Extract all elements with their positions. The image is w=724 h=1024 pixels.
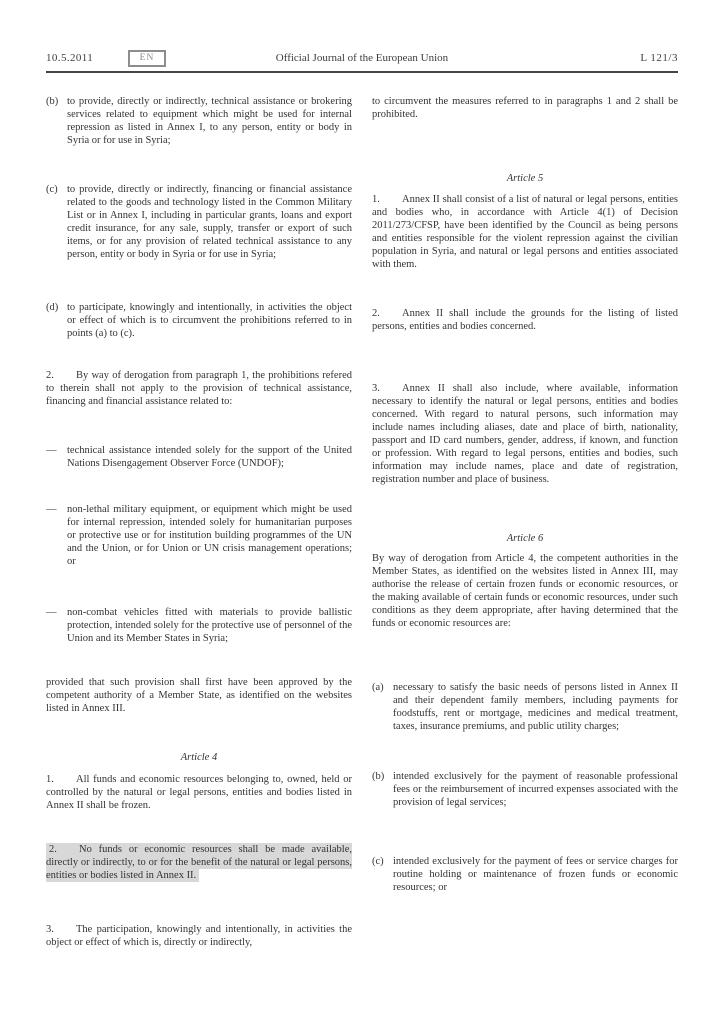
dash-text: technical assistance intended solely for the support of the United Nations Disengagement Observer Force (UNDOF); xyxy=(67,445,352,469)
article-6-heading: Article 6 xyxy=(506,533,544,544)
para-number: 2. xyxy=(372,308,380,319)
point-c-label: (c) xyxy=(372,856,384,867)
para-number: 2. xyxy=(49,844,57,855)
page-header xyxy=(46,49,678,69)
article4-para-2-highlighted xyxy=(46,843,352,882)
para-number: 3. xyxy=(372,383,380,394)
para-text: Annex II shall consist of a list of natural or legal persons, entities and bodies who, in accordance with Article 4(1) of Decision 2011/273/CFSP, have been identified by the Council as being persons and entities responsible for the violent repression against the civilian population in Syria, and natural or legal persons and entities associated with them. xyxy=(372,194,678,270)
indent-non-combat xyxy=(46,606,352,645)
point-d-text: to participate, knowingly and intentionally, in activities the object or effect of which is to circumvent the prohibitions referred to in points (a) to (c). xyxy=(67,302,352,339)
article-4-heading: Article 4 xyxy=(180,752,218,763)
point-b-text: to provide, directly or indirectly, technical assistance or brokering services related to equipment which might be used for internal repression as listed in Annex I, to any person, entity or body in Syria or for use in Syria; xyxy=(67,96,352,146)
point-c xyxy=(46,183,352,261)
header-date: 10.5.2011 xyxy=(46,52,94,64)
article-5-heading: Article 5 xyxy=(506,173,544,184)
continuation-paragraph: to circumvent the measures referred to in paragraphs 1 and 2 shall be prohibited. xyxy=(372,96,678,120)
para-text: All funds and economic resources belonging to, owned, held or controlled by the natural or legal persons, entities and bodies listed in Annex II shall be frozen. xyxy=(46,774,352,811)
point-c-text: intended exclusively for the payment of fees or service charges for routine holding or maintenance of frozen funds or economic resources; or xyxy=(393,856,678,893)
point-a-text: necessary to satisfy the basic needs of persons listed in Annex II and their dependent family members, including payments for foodstuffs, rent or mortgage, medicines and medical treatment, taxes, insurance premiums, and public utility charges; xyxy=(393,682,678,732)
selection-highlight xyxy=(46,843,352,882)
para-number: 1. xyxy=(46,774,54,785)
page-number: L 121/3 xyxy=(640,52,678,64)
dash-text: non-lethal military equipment, or equipment which might be used for internal repression, intended solely for humanitarian purposes or protective use or for institution building programmes of the UN and the Union, or for Union or UN crisis management operations; or xyxy=(67,504,352,567)
para-text: No funds or economic resources shall be made available, directly or indirectly, to or for the benefit of the natural or legal persons, entities or bodies listed in Annex II. xyxy=(46,844,352,881)
journal-title: Official Journal of the European Union xyxy=(275,52,449,64)
para-text: The participation, knowingly and intentionally, in activities the object or effect of which is, directly or indirectly, xyxy=(46,924,352,948)
dash-marker: — xyxy=(46,504,57,515)
point-b xyxy=(46,95,352,147)
point-b-label: (b) xyxy=(372,771,385,782)
point-c-text: to provide, directly or indirectly, financing or financial assistance related to the goods and technology listed in the Common Military List or in Annex I, including in particular grants, loans and export credit insurance, for any sale, supply, transfer or export of such items, or for any provision of related technical assistance to any person, entity or body in Syria or for use in Syria; xyxy=(67,184,352,260)
header-rule xyxy=(46,71,678,73)
right-column xyxy=(372,95,678,894)
article6-intro-paragraph: By way of derogation from Article 4, the competent authorities in the Member States, as identified on the websites listed in Annex III, may authorise the release of certain frozen funds or economic resources, or the making available of certain funds or economic resources, under such conditions as they deem appropriate, after having determined that the funds or economic resources are: xyxy=(372,553,678,629)
para-number: 1. xyxy=(372,194,380,205)
article4-para-3 xyxy=(46,923,352,949)
dash-marker: — xyxy=(46,607,57,618)
point-d xyxy=(46,301,352,340)
dash-text: non-combat vehicles fitted with materials to provide ballistic protection, intended solely for the protective use of personnel of the Union and its Member States in Syria; xyxy=(67,607,352,644)
language-badge: EN xyxy=(128,50,166,67)
point-b-right xyxy=(372,770,678,809)
indent-non-lethal xyxy=(46,503,352,568)
dash-marker: — xyxy=(46,445,57,456)
article4-para-1 xyxy=(46,773,352,812)
para-text: Annex II shall include the grounds for the listing of listed persons, entities and bodies concerned. xyxy=(372,308,678,332)
para-number: 3. xyxy=(46,924,54,935)
left-column xyxy=(46,95,352,949)
para-text: By way of derogation from paragraph 1, the prohibitions refered to therein shall not apply to the provision of technical assistance, financing and financial assistance related to: xyxy=(46,370,352,407)
proviso-paragraph: provided that such provision shall first have been approved by the competent authority of a Member State, as identified on the websites listed in Annex III. xyxy=(46,677,352,714)
point-a xyxy=(372,681,678,733)
point-d-label: (d) xyxy=(46,302,59,313)
para-number: 2. xyxy=(46,370,54,381)
point-c-right xyxy=(372,855,678,894)
article5-para-2 xyxy=(372,307,678,333)
indent-undof xyxy=(46,444,352,470)
para-text: Annex II shall also include, where available, information necessary to identify the natural or legal persons, entities and bodies concerned. With regard to natural persons, such information may include names including aliases, date and place of birth, nationality, passport and ID card numbers, gender, address, if known, and function or profession. With regard to legal persons, entities and bodies, such information may include names, place and date of registration, registration number and place of business. xyxy=(372,383,678,485)
article5-para-1 xyxy=(372,193,678,271)
point-a-label: (a) xyxy=(372,682,384,693)
point-b-text: intended exclusively for the payment of reasonable professional fees or the reimbursement of incurred expenses associated with the provision of legal services; xyxy=(393,771,678,808)
article3-para-2 xyxy=(46,369,352,408)
point-c-label: (c) xyxy=(46,184,58,195)
point-b-label: (b) xyxy=(46,96,59,107)
article5-para-3 xyxy=(372,382,678,486)
